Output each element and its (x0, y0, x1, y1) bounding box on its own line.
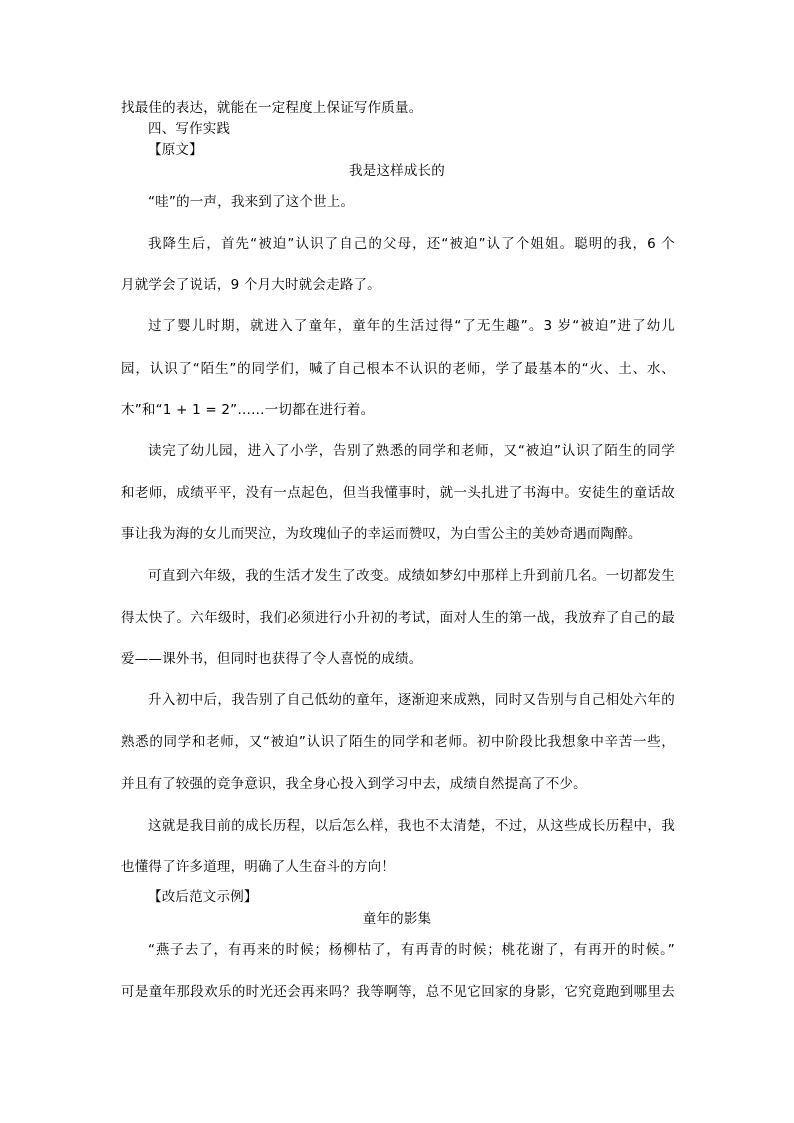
revised-title: 童年的影集 (362, 911, 432, 927)
paragraph-line: 木”和“1 + 1 = 2”……一切都在进行着。 (121, 402, 375, 418)
paragraph-line: 可是童年那段欢乐的时光还会再来吗？我等啊等，总不见它回家的身影，它究竟跑到哪里去 (121, 984, 675, 1000)
section-heading: 四、写作实践 (148, 121, 231, 137)
paragraph-line: 爱——课外书，但同时也获得了令人喜悦的成绩。 (121, 651, 423, 667)
paragraph-line: 可直到六年级，我的生活才发生了改变。成绩如梦幻中那样上升到前几名。一切都发生 (148, 568, 675, 584)
paragraph-line: 这就是我目前的成长历程，以后怎么样，我也不太清楚，不过，从这些成长历程中，我 (148, 818, 675, 834)
paragraph-line: “燕子去了，有再来的时候；杨柳枯了，有再青的时候；桃花谢了，有再开的时候。” (148, 942, 675, 958)
paragraph-line: 过了婴儿时期，就进入了童年，童年的生活过得“了无生趣”。3 岁“被迫”进了幼儿 (148, 318, 675, 334)
paragraph-line: 事让我为海的女儿而哭泣，为玫瑰仙子的幸运而赞叹，为白雪公主的美妙奇遇而陶醉。 (121, 526, 642, 542)
intro-line: 找最佳的表达，就能在一定程度上保证写作质量。 (121, 100, 423, 116)
paragraph-line: 也懂得了许多道理，明确了人生奋斗的方向！ (121, 859, 395, 875)
paragraph-line: 并且有了较强的竞争意识，我全身心投入到学习中去，成绩自然提高了不少。 (121, 776, 587, 792)
paragraph-line: 我降生后，首先“被迫”认识了自己的父母，还“被迫”认了个姐姐。聪明的我，6 个 (148, 236, 675, 252)
paragraph-line: 园，认识了“陌生”的同学们，喊了自己根本不认识的老师，学了最基本的“火、土、水、 (121, 361, 675, 377)
paragraph-line: 得太快了。六年级时，我们必须进行小升初的考试，面对人生的第一战，我放弃了自己的最 (121, 610, 675, 626)
revised-label: 【改后范文示例】 (148, 889, 258, 905)
original-label: 【原文】 (148, 142, 203, 158)
paragraph-line: 升入初中后，我告别了自己低幼的童年，逐渐迎来成熟，同时又告别与自己相处六年的 (148, 692, 675, 708)
paragraph-line: 月就学会了说话，9 个月大时就会走路了。 (121, 277, 381, 293)
paragraph-line: 熟悉的同学和老师，又“被迫”认识了陌生的同学和老师。初中阶段比我想象中辛苦一些， (121, 734, 675, 750)
paragraph-line: 和老师，成绩平平，没有一点起色，但当我懂事时，就一头扎进了书海中。安徒生的童话故 (121, 485, 675, 501)
paragraph-line: “哇”的一声，我来到了这个世上。 (148, 194, 355, 210)
original-title: 我是这样成长的 (349, 163, 445, 179)
paragraph-line: 读完了幼儿园，进入了小学，告别了熟悉的同学和老师，又“被迫”认识了陌生的同学 (148, 443, 675, 459)
